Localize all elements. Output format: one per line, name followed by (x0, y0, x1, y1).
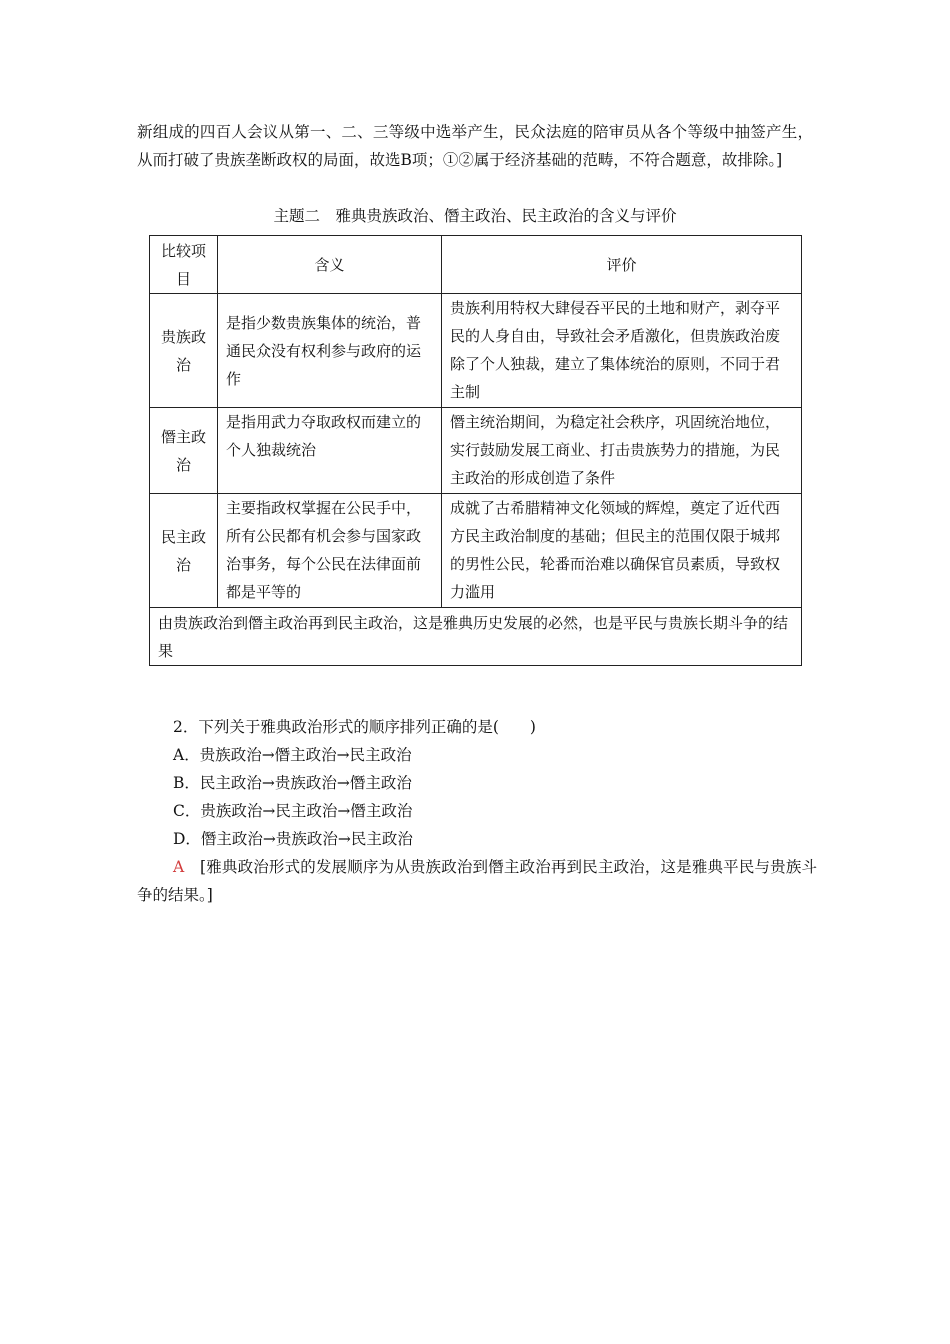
answer-text: [雅典政治形式的发展顺序为从贵族政治到僭主政治再到民主政治，这是雅典平民与贵族斗争的结果。] (137, 858, 817, 904)
row-meaning: 主要指政权掌握在公民手中，所有公民都有机会参与国家政治事务，每个公民在法律面前都是平等的 (218, 494, 442, 608)
question-block (137, 713, 817, 909)
row-item: 僭主政治 (150, 408, 218, 494)
row-meaning: 是指用武力夺取政权而建立的个人独裁统治 (218, 408, 442, 494)
answer-letter: A (173, 858, 185, 876)
answer-explanation (137, 853, 817, 909)
header-meaning: 含义 (218, 236, 442, 294)
table-row (150, 408, 802, 494)
section-title: 主题二 雅典贵族政治、僭主政治、民主政治的含义与评价 (273, 207, 677, 225)
table-header-row (150, 236, 802, 294)
header-item: 比较项目 (150, 236, 218, 294)
table-row (150, 294, 802, 408)
option-d: D．僭主政治→贵族政治→民主政治 (173, 830, 413, 848)
option-a: A．贵族政治→僭主政治→民主政治 (173, 746, 412, 764)
header-evaluation: 评价 (442, 236, 802, 294)
comparison-table (149, 235, 802, 666)
row-item: 贵族政治 (150, 294, 218, 408)
row-item: 民主政治 (150, 494, 218, 608)
table-summary-row (150, 608, 802, 666)
row-evaluation: 僭主统治期间，为稳定社会秩序，巩固统治地位，实行鼓励发展工商业、打击贵族势力的措施，为民主政治的形成创造了条件 (442, 408, 802, 494)
row-meaning: 是指少数贵族集体的统治，普通民众没有权利参与政府的运作 (218, 294, 442, 408)
option-b: B．民主政治→贵族政治→僭主政治 (173, 774, 412, 792)
row-evaluation: 成就了古希腊精神文化领域的辉煌，奠定了近代西方民主政治制度的基础；但民主的范围仅限于城邦的男性公民，轮番而治难以确保官员素质，导致权力滥用 (442, 494, 802, 608)
table-row (150, 494, 802, 608)
row-evaluation: 贵族利用特权大肆侵吞平民的土地和财产，剥夺平民的人身自由，导致社会矛盾激化，但贵族政治废除了个人独裁，建立了集体统治的原则，不同于君主制 (442, 294, 802, 408)
question-stem: 2．下列关于雅典政治形式的顺序排列正确的是( ) (173, 718, 536, 736)
option-c: C．贵族政治→民主政治→僭主政治 (173, 802, 413, 820)
table-summary: 由贵族政治到僭主政治再到民主政治，这是雅典历史发展的必然，也是平民与贵族长期斗争的结果 (150, 608, 802, 666)
intro-paragraph: 新组成的四百人会议从第一、二、三等级中选举产生，民众法庭的陪审员从各个等级中抽签产生，从而打破了贵族垄断政权的局面，故选B项；①②属于经济基础的范畴，不符合题意，故排除。] (137, 123, 813, 169)
